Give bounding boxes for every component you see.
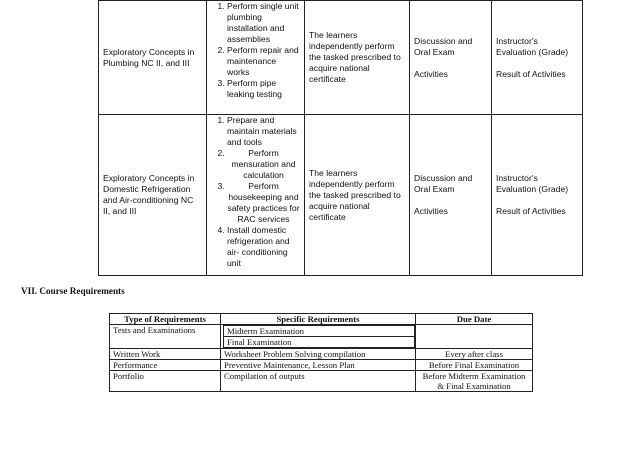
column-header: Type of Requirements [110, 314, 221, 325]
requirement-type: Portfolio [110, 371, 221, 392]
list-item: 2. Perform repair and maintenance works [227, 45, 300, 78]
concept-cell: Exploratory Concepts in Plumbing NC II, and III [99, 1, 207, 115]
method-text: Discussion and Oral Exam [414, 35, 473, 57]
specific-requirements: Compilation of outputs [221, 371, 416, 392]
table-row [99, 115, 583, 276]
section-heading: VII. Course Requirements [21, 286, 125, 296]
evaluation-text: Result of Activities [496, 68, 566, 79]
methods-cell [410, 115, 492, 276]
requirement-type: Tests and Examinations [110, 325, 221, 349]
list-item: 3. Perform housekeeping and safety practices for RAC services [227, 181, 300, 225]
specific-requirements [221, 325, 416, 349]
due-date: Before Midterm Examination & Final Examination [416, 371, 533, 392]
table-row [110, 325, 533, 349]
evaluation-cell [492, 115, 583, 276]
tasks-cell [207, 115, 305, 276]
concept-cell: Exploratory Concepts in Domestic Refrigeration and Air-conditioning NC II, and III [99, 115, 207, 276]
due-date: Every after class [416, 349, 533, 360]
list-item: 2. Perform mensuration and calculation [227, 148, 300, 181]
column-header: Due Date [416, 314, 533, 325]
table-row [110, 349, 533, 360]
requirement-type: Written Work [110, 349, 221, 360]
due-date: Before Final Examination [416, 360, 533, 371]
task-list [211, 1, 300, 100]
methods-cell [410, 1, 492, 115]
evaluation-text: Instructor's Evaluation (Grade) [496, 35, 569, 57]
method-text: Activities [414, 68, 448, 79]
method-text: Discussion and Oral Exam [414, 173, 473, 195]
method-text: Activities [414, 206, 448, 217]
tasks-cell [207, 1, 305, 115]
table-row [110, 360, 533, 371]
due-date [416, 325, 533, 349]
requirement-type: Performance [110, 360, 221, 371]
specific-requirements: Worksheet Problem Solving compilation [221, 349, 416, 360]
outcome-cell: The learners independently perform the tasked prescribed to acquire national certificate [305, 115, 410, 276]
list-item: 3. Perform pipe leaking testing [227, 78, 300, 100]
table-header-row [110, 314, 533, 325]
table-row [110, 371, 533, 392]
list-item: 1. Prepare and maintain materials and tools [227, 115, 300, 148]
table-row [99, 1, 583, 115]
task-list [211, 115, 300, 269]
list-item: 1. Perform single unit plumbing installation and assemblies [227, 1, 300, 45]
outcome-cell: The learners independently perform the tasked prescribed to acquire national certificate [305, 1, 410, 115]
exploratory-concepts-table [98, 0, 583, 276]
course-requirements-table [109, 313, 533, 392]
evaluation-cell [492, 1, 583, 115]
specific-requirements: Preventive Maintenance, Lesson Plan [221, 360, 416, 371]
evaluation-text: Instructor's Evaluation (Grade) [496, 173, 569, 195]
specific-item: Midterm Examination [223, 325, 415, 337]
list-item: 4. Install domestic refrigeration and air- conditioning unit [227, 225, 300, 269]
specific-item: Final Examination [223, 337, 415, 348]
evaluation-text: Result of Activities [496, 206, 566, 217]
column-header: Specific Requirements [221, 314, 416, 325]
